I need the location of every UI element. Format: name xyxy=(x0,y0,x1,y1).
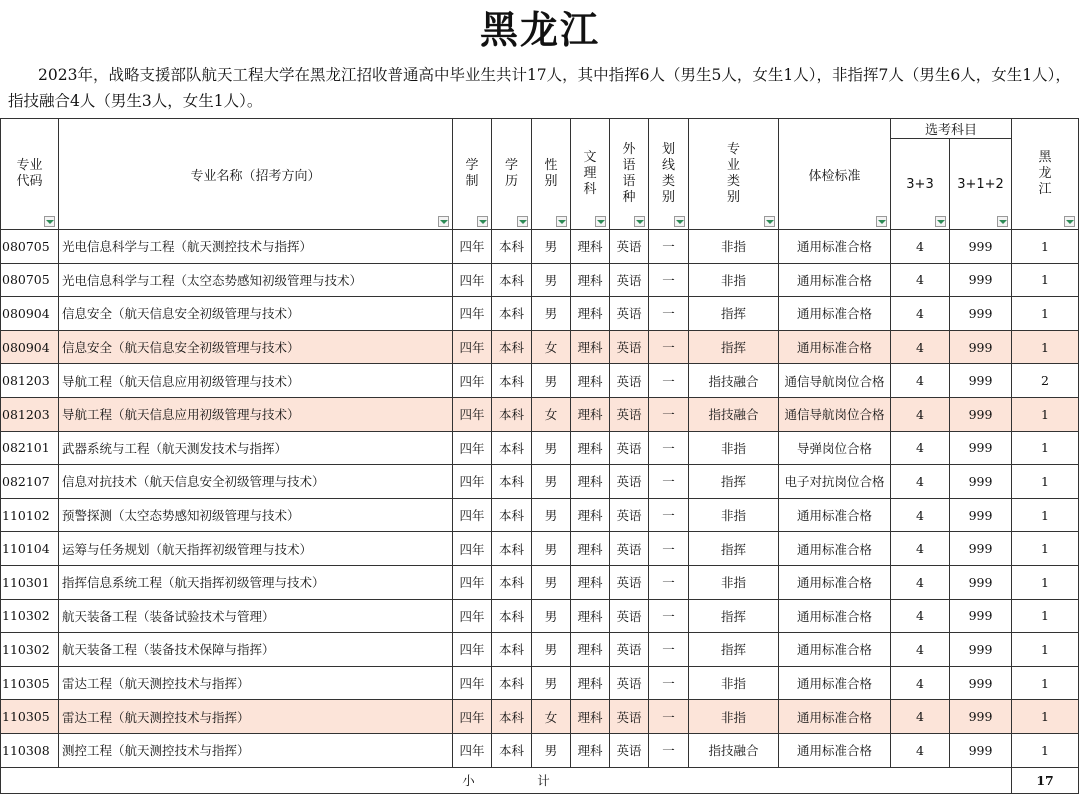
cell-code: 110308 xyxy=(1,733,59,767)
cell-count: 1 xyxy=(1012,666,1079,700)
cell-subj-3-3: 4 xyxy=(891,565,950,599)
col-header-years: 学制 xyxy=(453,119,492,230)
cell-subj-3-3: 4 xyxy=(891,498,950,532)
cell-track: 理科 xyxy=(571,733,610,767)
cell-line: 一 xyxy=(649,633,689,667)
col-header-code: 专业代码 xyxy=(1,119,59,230)
col-header-subj-3-3: 3+3 xyxy=(891,139,950,230)
cell-track: 理科 xyxy=(571,263,610,297)
cell-lang: 英语 xyxy=(610,230,649,264)
cell-line: 一 xyxy=(649,431,689,465)
cell-physical: 通信导航岗位合格 xyxy=(779,364,891,398)
cell-lang: 英语 xyxy=(610,364,649,398)
cell-subj-3-3: 4 xyxy=(891,465,950,499)
cell-gender: 男 xyxy=(532,532,571,566)
cell-subj-3-3: 4 xyxy=(891,364,950,398)
cell-lang: 英语 xyxy=(610,599,649,633)
admissions-table xyxy=(0,118,1079,794)
cell-lang: 英语 xyxy=(610,431,649,465)
cell-years: 四年 xyxy=(453,465,492,499)
cell-line: 一 xyxy=(649,364,689,398)
cell-years: 四年 xyxy=(453,565,492,599)
cell-category: 非指 xyxy=(689,498,779,532)
cell-line: 一 xyxy=(649,230,689,264)
cell-code: 110305 xyxy=(1,666,59,700)
col-header-subjects-group: 选考科目 xyxy=(891,119,1012,139)
cell-years: 四年 xyxy=(453,263,492,297)
table-row xyxy=(1,498,1079,532)
cell-degree: 本科 xyxy=(492,633,532,667)
cell-years: 四年 xyxy=(453,230,492,264)
filter-icon[interactable] xyxy=(876,216,887,227)
cell-subj-3-1-2: 999 xyxy=(950,263,1012,297)
cell-degree: 本科 xyxy=(492,565,532,599)
col-header-line: 划线类别 xyxy=(649,119,689,230)
cell-name: 信息安全（航天信息安全初级管理与技术） xyxy=(59,330,453,364)
cell-code: 110302 xyxy=(1,599,59,633)
filter-icon[interactable] xyxy=(438,216,449,227)
cell-degree: 本科 xyxy=(492,666,532,700)
cell-lang: 英语 xyxy=(610,498,649,532)
cell-gender: 男 xyxy=(532,633,571,667)
cell-track: 理科 xyxy=(571,666,610,700)
table-row xyxy=(1,465,1079,499)
cell-subj-3-3: 4 xyxy=(891,431,950,465)
cell-degree: 本科 xyxy=(492,263,532,297)
cell-track: 理科 xyxy=(571,599,610,633)
col-header-lang: 外语语种 xyxy=(610,119,649,230)
cell-code: 110302 xyxy=(1,633,59,667)
cell-degree: 本科 xyxy=(492,230,532,264)
cell-lang: 英语 xyxy=(610,633,649,667)
cell-name: 运筹与任务规划（航天指挥初级管理与技术） xyxy=(59,532,453,566)
cell-category: 指挥 xyxy=(689,465,779,499)
cell-track: 理科 xyxy=(571,700,610,734)
cell-code: 080705 xyxy=(1,230,59,264)
filter-icon[interactable] xyxy=(634,216,645,227)
cell-lang: 英语 xyxy=(610,330,649,364)
cell-years: 四年 xyxy=(453,633,492,667)
cell-name: 雷达工程（航天测控技术与指挥） xyxy=(59,700,453,734)
cell-subj-3-1-2: 999 xyxy=(950,330,1012,364)
cell-gender: 女 xyxy=(532,330,571,364)
col-header-gender: 性别 xyxy=(532,119,571,230)
cell-subj-3-1-2: 999 xyxy=(950,465,1012,499)
table-row xyxy=(1,431,1079,465)
cell-lang: 英语 xyxy=(610,297,649,331)
cell-degree: 本科 xyxy=(492,733,532,767)
cell-physical: 通用标准合格 xyxy=(779,565,891,599)
cell-category: 非指 xyxy=(689,666,779,700)
cell-count: 1 xyxy=(1012,330,1079,364)
cell-name: 光电信息科学与工程（太空态势感知初级管理与技术） xyxy=(59,263,453,297)
cell-gender: 男 xyxy=(532,733,571,767)
cell-code: 110104 xyxy=(1,532,59,566)
cell-category: 非指 xyxy=(689,700,779,734)
cell-track: 理科 xyxy=(571,498,610,532)
table-row xyxy=(1,565,1079,599)
cell-track: 理科 xyxy=(571,230,610,264)
cell-name: 航天装备工程（装备技术保障与指挥） xyxy=(59,633,453,667)
cell-count: 1 xyxy=(1012,733,1079,767)
cell-name: 信息对抗技术（航天信息安全初级管理与技术） xyxy=(59,465,453,499)
cell-physical: 通用标准合格 xyxy=(779,263,891,297)
cell-subj-3-1-2: 999 xyxy=(950,733,1012,767)
table-row xyxy=(1,733,1079,767)
cell-category: 指技融合 xyxy=(689,397,779,431)
cell-count: 1 xyxy=(1012,465,1079,499)
cell-count: 1 xyxy=(1012,599,1079,633)
cell-physical: 导弹岗位合格 xyxy=(779,431,891,465)
col-header-category: 专业类别 xyxy=(689,119,779,230)
cell-count: 1 xyxy=(1012,397,1079,431)
cell-code: 081203 xyxy=(1,397,59,431)
cell-degree: 本科 xyxy=(492,364,532,398)
cell-track: 理科 xyxy=(571,565,610,599)
cell-subj-3-1-2: 999 xyxy=(950,498,1012,532)
filter-icon[interactable] xyxy=(935,216,946,227)
cell-lang: 英语 xyxy=(610,263,649,297)
cell-count: 1 xyxy=(1012,700,1079,734)
cell-name: 雷达工程（航天测控技术与指挥） xyxy=(59,666,453,700)
cell-name: 导航工程（航天信息应用初级管理与技术） xyxy=(59,397,453,431)
filter-icon[interactable] xyxy=(477,216,488,227)
cell-years: 四年 xyxy=(453,330,492,364)
cell-count: 1 xyxy=(1012,633,1079,667)
cell-line: 一 xyxy=(649,565,689,599)
col-header-province: 黑龙江 xyxy=(1012,119,1079,230)
table-row xyxy=(1,599,1079,633)
cell-category: 指挥 xyxy=(689,330,779,364)
cell-line: 一 xyxy=(649,666,689,700)
cell-physical: 通用标准合格 xyxy=(779,700,891,734)
cell-category: 指挥 xyxy=(689,599,779,633)
cell-line: 一 xyxy=(649,297,689,331)
cell-gender: 女 xyxy=(532,700,571,734)
cell-subj-3-1-2: 999 xyxy=(950,431,1012,465)
cell-physical: 通用标准合格 xyxy=(779,230,891,264)
cell-subj-3-1-2: 999 xyxy=(950,666,1012,700)
table-row xyxy=(1,263,1079,297)
cell-track: 理科 xyxy=(571,465,610,499)
cell-subj-3-3: 4 xyxy=(891,330,950,364)
cell-physical: 电子对抗岗位合格 xyxy=(779,465,891,499)
cell-track: 理科 xyxy=(571,364,610,398)
cell-track: 理科 xyxy=(571,431,610,465)
cell-gender: 男 xyxy=(532,431,571,465)
cell-degree: 本科 xyxy=(492,532,532,566)
table-row xyxy=(1,230,1079,264)
col-header-degree: 学历 xyxy=(492,119,532,230)
cell-subj-3-3: 4 xyxy=(891,700,950,734)
cell-track: 理科 xyxy=(571,297,610,331)
cell-physical: 通用标准合格 xyxy=(779,498,891,532)
cell-subj-3-3: 4 xyxy=(891,733,950,767)
cell-name: 指挥信息系统工程（航天指挥初级管理与技术） xyxy=(59,565,453,599)
cell-years: 四年 xyxy=(453,733,492,767)
cell-code: 110305 xyxy=(1,700,59,734)
total-value: 17 xyxy=(1012,767,1079,793)
cell-degree: 本科 xyxy=(492,700,532,734)
cell-subj-3-3: 4 xyxy=(891,230,950,264)
cell-physical: 通用标准合格 xyxy=(779,666,891,700)
cell-subj-3-1-2: 999 xyxy=(950,364,1012,398)
cell-physical: 通用标准合格 xyxy=(779,633,891,667)
table-row xyxy=(1,330,1079,364)
cell-years: 四年 xyxy=(453,431,492,465)
intro-paragraph: 2023年，战略支援部队航天工程大学在黑龙江招收普通高中毕业生共计17人，其中指挥6人（男生5人，女生1人），非指挥7人（男生6人，女生1人），指技融合4人（男生3人，女生1人）。 xyxy=(8,66,1071,110)
cell-physical: 通用标准合格 xyxy=(779,297,891,331)
filter-icon[interactable] xyxy=(674,216,685,227)
cell-code: 080705 xyxy=(1,263,59,297)
cell-lang: 英语 xyxy=(610,465,649,499)
cell-gender: 男 xyxy=(532,364,571,398)
cell-count: 1 xyxy=(1012,431,1079,465)
cell-line: 一 xyxy=(649,330,689,364)
filter-icon[interactable] xyxy=(517,216,528,227)
cell-years: 四年 xyxy=(453,297,492,331)
filter-icon[interactable] xyxy=(997,216,1008,227)
cell-count: 1 xyxy=(1012,532,1079,566)
cell-line: 一 xyxy=(649,733,689,767)
cell-years: 四年 xyxy=(453,532,492,566)
cell-gender: 女 xyxy=(532,397,571,431)
cell-lang: 英语 xyxy=(610,700,649,734)
cell-code: 110301 xyxy=(1,565,59,599)
cell-line: 一 xyxy=(649,263,689,297)
cell-count: 1 xyxy=(1012,498,1079,532)
cell-physical: 通用标准合格 xyxy=(779,733,891,767)
cell-physical: 通信导航岗位合格 xyxy=(779,397,891,431)
page-title: 黑龙江 xyxy=(479,7,600,52)
cell-lang: 英语 xyxy=(610,397,649,431)
cell-years: 四年 xyxy=(453,700,492,734)
table-row xyxy=(1,297,1079,331)
cell-lang: 英语 xyxy=(610,532,649,566)
cell-name: 信息安全（航天信息安全初级管理与技术） xyxy=(59,297,453,331)
filter-icon[interactable] xyxy=(556,216,567,227)
cell-name: 预警探测（太空态势感知初级管理与技术） xyxy=(59,498,453,532)
cell-category: 指挥 xyxy=(689,633,779,667)
cell-lang: 英语 xyxy=(610,565,649,599)
col-header-physical: 体检标准 xyxy=(779,119,891,230)
cell-subj-3-1-2: 999 xyxy=(950,297,1012,331)
cell-degree: 本科 xyxy=(492,297,532,331)
cell-category: 非指 xyxy=(689,431,779,465)
cell-track: 理科 xyxy=(571,330,610,364)
cell-name: 测控工程（航天测控技术与指挥） xyxy=(59,733,453,767)
table-row xyxy=(1,397,1079,431)
cell-line: 一 xyxy=(649,465,689,499)
cell-subj-3-3: 4 xyxy=(891,666,950,700)
cell-category: 指挥 xyxy=(689,297,779,331)
cell-subj-3-1-2: 999 xyxy=(950,397,1012,431)
filter-icon[interactable] xyxy=(595,216,606,227)
cell-physical: 通用标准合格 xyxy=(779,599,891,633)
cell-subj-3-3: 4 xyxy=(891,297,950,331)
cell-lang: 英语 xyxy=(610,733,649,767)
cell-degree: 本科 xyxy=(492,465,532,499)
cell-subj-3-1-2: 999 xyxy=(950,230,1012,264)
cell-degree: 本科 xyxy=(492,431,532,465)
cell-code: 080904 xyxy=(1,297,59,331)
cell-name: 航天装备工程（装备试验技术与管理） xyxy=(59,599,453,633)
col-header-subj-3-1-2: 3+1+2 xyxy=(950,139,1012,230)
table-row xyxy=(1,666,1079,700)
cell-count: 1 xyxy=(1012,230,1079,264)
cell-count: 1 xyxy=(1012,263,1079,297)
cell-years: 四年 xyxy=(453,397,492,431)
table-row xyxy=(1,633,1079,667)
cell-degree: 本科 xyxy=(492,498,532,532)
cell-code: 110102 xyxy=(1,498,59,532)
cell-lang: 英语 xyxy=(610,666,649,700)
cell-line: 一 xyxy=(649,397,689,431)
cell-gender: 男 xyxy=(532,263,571,297)
cell-years: 四年 xyxy=(453,599,492,633)
cell-gender: 男 xyxy=(532,498,571,532)
cell-gender: 男 xyxy=(532,297,571,331)
cell-category: 指挥 xyxy=(689,532,779,566)
total-label: 小 计 xyxy=(1,767,1012,793)
cell-years: 四年 xyxy=(453,364,492,398)
cell-years: 四年 xyxy=(453,666,492,700)
cell-track: 理科 xyxy=(571,397,610,431)
cell-subj-3-3: 4 xyxy=(891,532,950,566)
cell-code: 081203 xyxy=(1,364,59,398)
cell-gender: 男 xyxy=(532,230,571,264)
cell-subj-3-1-2: 999 xyxy=(950,599,1012,633)
cell-category: 非指 xyxy=(689,565,779,599)
cell-subj-3-1-2: 999 xyxy=(950,633,1012,667)
cell-years: 四年 xyxy=(453,498,492,532)
cell-category: 指技融合 xyxy=(689,733,779,767)
cell-physical: 通用标准合格 xyxy=(779,532,891,566)
col-header-name: 专业名称（招考方向） xyxy=(59,119,453,230)
cell-subj-3-3: 4 xyxy=(891,263,950,297)
cell-category: 指技融合 xyxy=(689,364,779,398)
col-header-track: 文理科 xyxy=(571,119,610,230)
cell-gender: 男 xyxy=(532,565,571,599)
cell-track: 理科 xyxy=(571,633,610,667)
cell-name: 导航工程（航天信息应用初级管理与技术） xyxy=(59,364,453,398)
cell-count: 2 xyxy=(1012,364,1079,398)
cell-degree: 本科 xyxy=(492,599,532,633)
filter-icon[interactable] xyxy=(44,216,55,227)
cell-subj-3-1-2: 999 xyxy=(950,532,1012,566)
cell-subj-3-1-2: 999 xyxy=(950,565,1012,599)
filter-icon[interactable] xyxy=(764,216,775,227)
cell-physical: 通用标准合格 xyxy=(779,330,891,364)
cell-name: 光电信息科学与工程（航天测控技术与指挥） xyxy=(59,230,453,264)
cell-gender: 男 xyxy=(532,465,571,499)
cell-subj-3-3: 4 xyxy=(891,397,950,431)
cell-gender: 男 xyxy=(532,666,571,700)
cell-code: 082107 xyxy=(1,465,59,499)
filter-icon[interactable] xyxy=(1064,216,1075,227)
cell-line: 一 xyxy=(649,599,689,633)
cell-subj-3-1-2: 999 xyxy=(950,700,1012,734)
cell-track: 理科 xyxy=(571,532,610,566)
cell-category: 非指 xyxy=(689,230,779,264)
cell-category: 非指 xyxy=(689,263,779,297)
cell-line: 一 xyxy=(649,700,689,734)
table-row xyxy=(1,532,1079,566)
cell-subj-3-3: 4 xyxy=(891,599,950,633)
cell-count: 1 xyxy=(1012,565,1079,599)
cell-gender: 男 xyxy=(532,599,571,633)
cell-code: 082101 xyxy=(1,431,59,465)
cell-subj-3-3: 4 xyxy=(891,633,950,667)
cell-degree: 本科 xyxy=(492,330,532,364)
cell-degree: 本科 xyxy=(492,397,532,431)
cell-line: 一 xyxy=(649,532,689,566)
table-row xyxy=(1,364,1079,398)
cell-count: 1 xyxy=(1012,297,1079,331)
cell-code: 080904 xyxy=(1,330,59,364)
table-row xyxy=(1,700,1079,734)
cell-name: 武器系统与工程（航天测发技术与指挥） xyxy=(59,431,453,465)
cell-line: 一 xyxy=(649,498,689,532)
